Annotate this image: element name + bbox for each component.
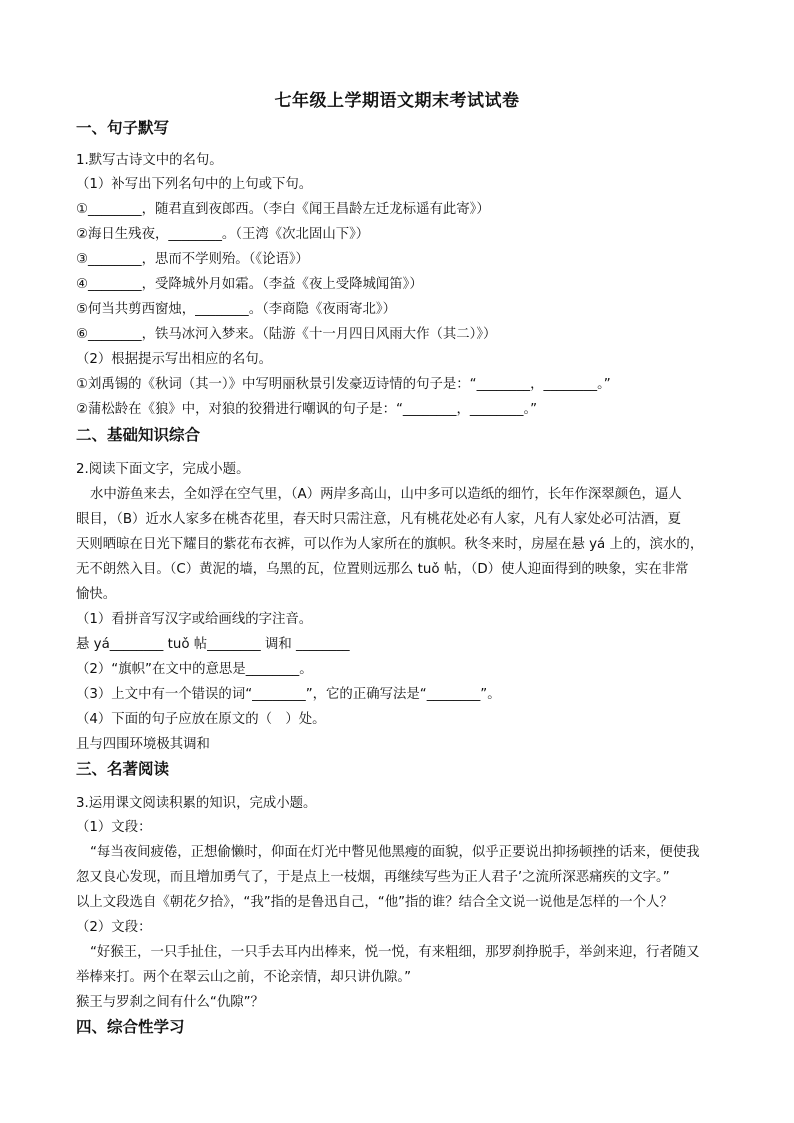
text-line: （2）“旗帜”在文中的意思是________。	[76, 662, 313, 677]
text-line: 天则晒晾在日光下耀目的紫花布衣裤，可以作为人家所在的旗帜。秋冬来时，房屋在悬 yá 上的，滨水的，	[76, 537, 704, 552]
text-line: （2）文段：	[76, 920, 152, 935]
text-line: “每当夜间疲倦，正想偷懒时，仰面在灯光中瞥见他黑瘦的面貌，似乎正要说出抑扬顿挫的话来，便使我	[90, 845, 700, 860]
text-line: ⑥________，铁马冰河入梦来。（陆游《十一月四日风雨大作（其二）》）	[76, 327, 497, 342]
text-line: ②蒲松龄在《狼》中，对狼的狡猾进行嘲讽的句子是：“________，________。”	[76, 402, 538, 417]
text-line: 愉快。	[76, 587, 117, 602]
text-line: 猴王与罗刹之间有什么“仇隙”？	[76, 995, 264, 1010]
text-line: 3.运用课文阅读积累的知识，完成小题。	[76, 796, 317, 811]
text-line: （3）上文中有一个错误的词“________”，它的正确写法是“________”。	[76, 687, 501, 702]
text-line: （1）看拼音写汉字或给画线的字注音。	[76, 612, 313, 627]
section-heading: 三、名著阅读	[76, 760, 170, 778]
text-line: 举棒来打。两个在翠云山之前，不论亲情，却只讲仇隙。”	[76, 970, 412, 985]
text-line: ③________，思而不学则殆。（《论语》）	[76, 252, 309, 267]
section-heading: 四、综合性学习	[76, 1018, 185, 1036]
text-line: 水中游鱼来去，全如浮在空气里，（A）两岸多高山，山中多可以造纸的细竹，长年作深翠颜色，逼人	[90, 487, 682, 502]
section-heading: 一、句子默写	[76, 119, 170, 137]
text-line: 忽又良心发现，而且增加勇气了，于是点上一枝烟，再继续写些为正人君子’之流所深恶痛疾的文字。”	[76, 870, 670, 885]
text-line: ⑤何当共剪西窗烛，________。（李商隐《夜雨寄北》）	[76, 302, 396, 317]
text-line: 无不朗然入目。（C）黄泥的墙，乌黑的瓦，位置则远那么 tuǒ 帖，（D）使人迎面得到的映象，实在非常	[76, 562, 689, 577]
text-line: ①刘禹锡的《秋词（其一）》中写明丽秋景引发豪迈诗情的句子是：“________，________。”	[76, 377, 611, 392]
text-line: （1）文段：	[76, 820, 152, 835]
text-line: （4）下面的句子应放在原文的（ ）处。	[76, 712, 326, 727]
text-line: （1）补写出下列名句中的上句或下句。	[76, 177, 313, 192]
section-heading: 二、基础知识综合	[76, 426, 201, 444]
text-line: ④________，受降城外月如霜。（李益《夜上受降城闻笛》）	[76, 277, 423, 292]
text-line: 以上文段选自《朝花夕拾》，“我”指的是鲁迅自己，“他”指的谁？结合全文说一说他是怎样的一个人？	[76, 895, 673, 910]
text-line: 悬 yá________ tuǒ 帖________ 调和 ________	[76, 637, 350, 652]
text-line: “好猴王，一只手扯住，一只手去耳内出棒来，悦一悦，有来粗细，那罗刹挣脱手，举剑来迎，行者随又	[90, 945, 700, 960]
text-line: 1.默写古诗文中的名句。	[76, 153, 223, 168]
text-line: ②海日生残夜，________。（王湾《次北固山下》）	[76, 227, 370, 242]
text-line: （2）根据提示写出相应的名句。	[76, 352, 272, 367]
page-title: 七年级上学期语文期末考试试卷	[274, 91, 520, 111]
text-line: ①________，随君直到夜郎西。（李白《闻王昌龄左迁龙标遥有此寄》）	[76, 202, 490, 217]
text-line: 眼目，（B）近水人家多在桃杏花里，春天时只需注意，凡有桃花处必有人家，凡有人家处必可沽酒，夏	[76, 512, 682, 527]
text-line: 2.阅读下面文字，完成小题。	[76, 462, 250, 477]
text-line: 且与四围环境极其调和	[76, 737, 210, 752]
